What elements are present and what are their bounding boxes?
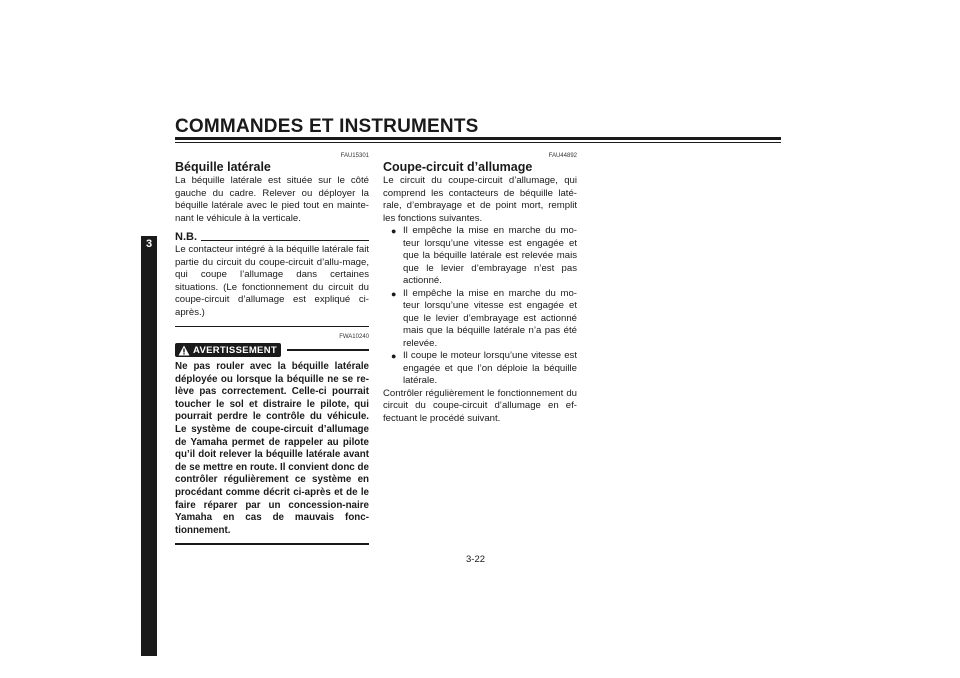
- warning-triangle-icon: [178, 345, 190, 356]
- side-stand-body: La béquille latérale est située sur le côté gauche du cadre. Relever ou déployer la béquille latérale avec le pied tout en mainte-nant le véhicule à la verticale.: [175, 175, 369, 224]
- warning-rule: [287, 349, 369, 351]
- header-rule: [175, 137, 781, 140]
- nb-end-rule: [175, 326, 369, 327]
- warning-label: AVERTISSEMENT: [193, 344, 277, 356]
- section-code: FAU15301: [340, 153, 369, 159]
- nb-heading: [175, 231, 369, 244]
- bullet-icon: ●: [391, 288, 397, 299]
- list-item: [391, 350, 577, 388]
- list-item: [391, 225, 577, 288]
- chapter-number: 3: [145, 238, 153, 250]
- bullet-icon: ●: [391, 351, 397, 361]
- ignition-intro: Le circuit du coupe-circuit d’allumage, qui comprend les contacteurs de béquille laté-rale, d’embrayage et de point mort, remplit les fonctions suivantes.: [383, 175, 577, 224]
- bullet-icon: ●: [391, 226, 397, 236]
- right-column: [383, 152, 577, 425]
- nb-label: N.B.: [175, 231, 197, 243]
- list-item: [391, 288, 577, 351]
- bullet-text: Il coupe le moteur lorsqu’une vitesse est engagée et que l’on déploie la béquille latérale.: [403, 350, 577, 386]
- bullet-text: Il empêche la mise en marche du mo-teur lorsqu’une vitesse est engagée et que le levier d’embrayage est actionné mais que la béquille latérale n’a pas été relevée.: [403, 287, 577, 349]
- section-title-ignition-cut-off: Coupe-circuit d’allumage: [383, 160, 533, 174]
- chapter-tab: [141, 236, 157, 656]
- warning-end-rule: [175, 543, 369, 545]
- page-number: 3-22: [466, 554, 486, 565]
- bullet-text: Il empêche la mise en marche du mo-teur lorsqu’une vitesse est engagée et que la béquille latérale est relevée mais que le levier d’embrayage n’est pas actionné.: [403, 225, 577, 286]
- warning-text: Ne pas rouler avec la béquille latérale déployée ou lorsque la béquille ne se re-lève pas correctement. Celle-ci pourrait toucher le sol et distraire le pilote, qui pourrait perdre le contrôle du véhicule. Le système de coupe-circuit d’allumage de Yamaha permet de rappeler au pilote qu’il doit relever la béquille latérale avant de se mettre en route. Il convient donc de contrôler régulièrement ce système en procédant comme décrit ci-après et de le faire réparer par un concession-naire Yamaha en cas de mauvais fonc-tionnement.: [175, 361, 369, 536]
- page-header-title: COMMANDES ET INSTRUMENTS: [175, 116, 479, 137]
- warning-heading: [175, 343, 369, 357]
- nb-rule: [201, 240, 369, 241]
- header-rule-thin: [175, 142, 781, 143]
- ignition-outro: Contrôler régulièrement le fonctionnement du circuit du coupe-circuit d’allumage en ef-fectuant le procédé suivant.: [383, 387, 577, 424]
- section-title-side-stand: Béquille latérale: [175, 160, 271, 174]
- section-code: FAU44892: [548, 153, 577, 159]
- ignition-bullet-list: [391, 225, 577, 388]
- left-column: [175, 152, 369, 545]
- nb-text: Le contacteur intégré à la béquille latérale fait partie du circuit du coupe-circuit d’allu-mage, qui coupe l’allumage dans certaines situations. (Le fonctionnement du circuit du coupe-circuit d’allumage est expliqué ci-après.): [175, 244, 369, 318]
- warning-badge: [175, 343, 281, 357]
- warning-code: FWA10240: [339, 334, 369, 340]
